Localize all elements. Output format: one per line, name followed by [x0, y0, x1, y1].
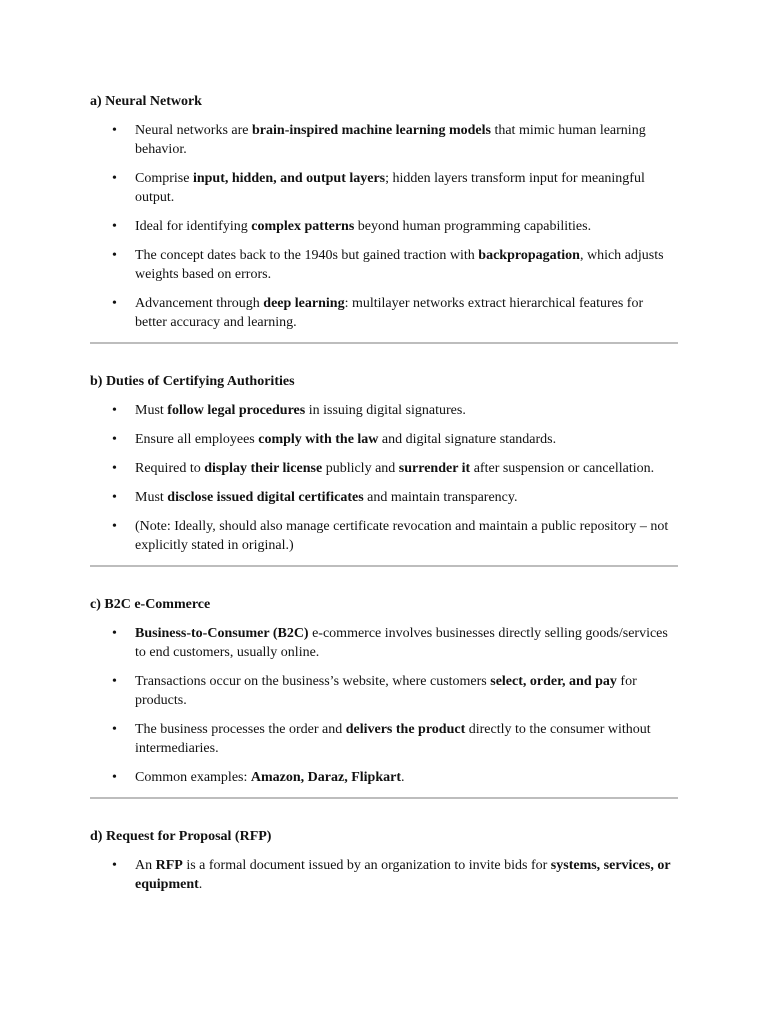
bold-text: deep learning [263, 296, 345, 311]
section [90, 92, 678, 332]
list-item [90, 121, 678, 159]
text-run: Ideal for identifying [135, 219, 252, 234]
section-divider [90, 342, 678, 344]
section-divider [90, 565, 678, 567]
text-run: Neural networks are [135, 123, 253, 138]
text-run: Must [135, 490, 168, 505]
text-run: Transactions occur on the business’s website, where customers [135, 674, 491, 689]
text-run: . [198, 877, 203, 892]
section-title: b) Duties of Certifying Authorities [90, 374, 295, 389]
list-item [90, 246, 678, 284]
list-item [90, 768, 678, 787]
bold-text: complex patterns [251, 219, 355, 234]
bold-text: backpropagation [478, 248, 580, 263]
bold-text: RFP [155, 858, 183, 873]
text-run: for products. [135, 674, 637, 708]
text-run: . [400, 770, 405, 785]
list-item [90, 294, 678, 332]
bold-text: surrender it [398, 461, 471, 476]
text-run: Comprise [135, 171, 193, 186]
document-content [90, 92, 678, 904]
list-item [90, 856, 678, 894]
text-run: beyond human programming capabilities. [354, 219, 592, 234]
text-run: (Note: Ideally, should also manage certificate revocation and maintain a public repository – not explicitly stated in original.) [135, 519, 669, 553]
list-item [90, 517, 678, 555]
list-item [90, 488, 678, 507]
text-run: directly to the consumer without intermediaries. [135, 722, 651, 756]
text-run: e-commerce involves businesses directly selling goods/services to end customers, usually online. [135, 626, 668, 660]
section-title: d) Request for Proposal (RFP) [90, 829, 272, 844]
list-item [90, 169, 678, 207]
text-run: Common examples: [135, 770, 251, 785]
list-item [90, 217, 678, 236]
text-run: after suspension or cancellation. [470, 461, 655, 476]
section-title: c) B2C e-Commerce [90, 597, 211, 612]
list-item [90, 672, 678, 710]
bullet-list [90, 856, 678, 894]
bold-text: comply with the law [258, 432, 379, 447]
list-item [90, 624, 678, 662]
section [90, 372, 678, 555]
bold-text: Amazon, Daraz, Flipkart [250, 770, 401, 785]
text-run: , which adjusts weights based on errors. [135, 248, 664, 282]
text-run: publicly and [322, 461, 399, 476]
section-divider [90, 797, 678, 799]
list-item [90, 720, 678, 758]
text-run: The concept dates back to the 1940s but gained traction with [135, 248, 479, 263]
text-run: : multilayer networks extract hierarchical features for better accuracy and learning. [135, 296, 644, 330]
bold-text: disclose issued digital certificates [167, 490, 364, 505]
bullet-list [90, 121, 678, 332]
text-run: in issuing digital signatures. [305, 403, 466, 418]
bold-text: follow legal procedures [167, 403, 306, 418]
text-run: that mimic human learning behavior. [135, 123, 646, 157]
text-run: ; hidden layers transform input for meaningful output. [135, 171, 645, 205]
text-run: and maintain transparency. [363, 490, 518, 505]
text-run: The business processes the order and [135, 722, 346, 737]
text-run: Ensure all employees [135, 432, 259, 447]
bold-text: input, hidden, and output layers [192, 171, 386, 186]
text-run: is a formal document issued by an organization to invite bids for [182, 858, 551, 873]
bold-text: Business-to-Consumer (B2C) [135, 626, 309, 641]
bold-text: select, order, and pay [490, 674, 617, 689]
list-item [90, 401, 678, 420]
bullet-list [90, 624, 678, 787]
section [90, 595, 678, 787]
text-run: and digital signature standards. [378, 432, 557, 447]
bold-text: display their license [204, 461, 323, 476]
bullet-list [90, 401, 678, 555]
section [90, 827, 678, 894]
bold-text: delivers the product [345, 722, 466, 737]
text-run: Must [135, 403, 168, 418]
text-run: An [135, 858, 156, 873]
text-run: Advancement through [135, 296, 264, 311]
section-title: a) Neural Network [90, 94, 202, 109]
list-item [90, 430, 678, 449]
bold-text: brain-inspired machine learning models [252, 123, 491, 138]
text-run: Required to [135, 461, 205, 476]
list-item [90, 459, 678, 478]
bold-text: systems, services, or equipment [135, 858, 671, 892]
